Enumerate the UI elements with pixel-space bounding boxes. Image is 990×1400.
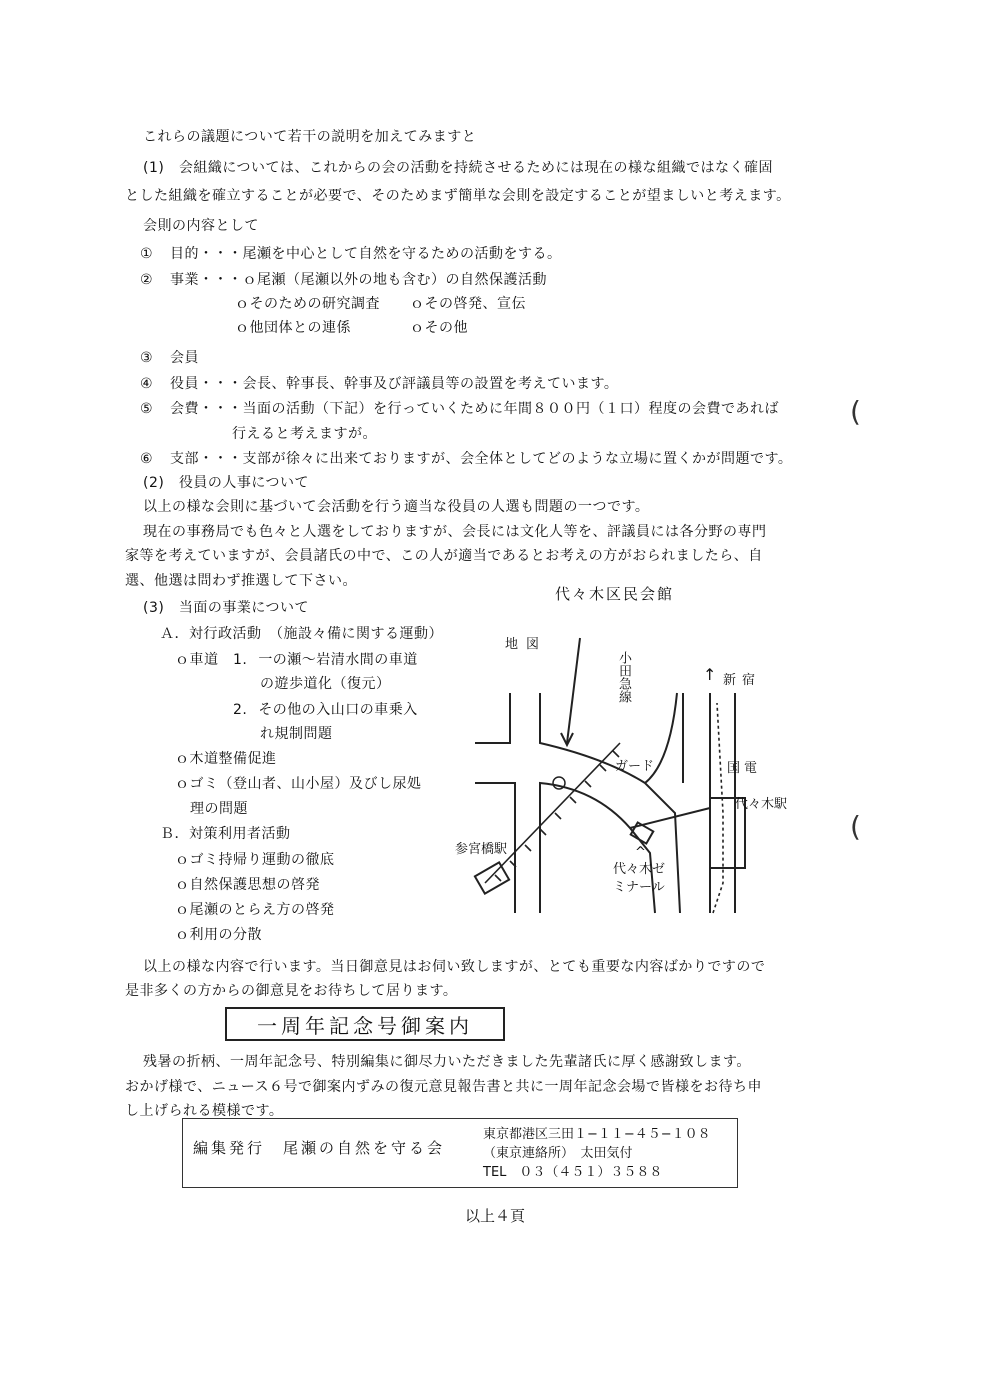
- notice-line-3: し上げられる模様です。: [125, 1103, 284, 1119]
- rule-2-item-c: ｏ他団体との連係: [235, 320, 351, 336]
- kokuden-line: [713, 703, 723, 913]
- section-a-item-2-label: 2.: [233, 702, 248, 718]
- yoyogi-station-label: 代々木駅: [735, 797, 788, 812]
- map-title: 代々木区民会館: [555, 585, 675, 603]
- rule-2: [140, 270, 547, 290]
- section-a-item-1-label: ｏ車道 1.: [175, 652, 248, 668]
- section-b-item-2: ｏ自然保護思想の啓発: [175, 877, 320, 893]
- notice-title: 一周年記念号御案内: [257, 1013, 473, 1038]
- paragraph-2-line-4: 選、他選は問わず推選して下さい。: [125, 573, 357, 589]
- rule-3-number: ③: [140, 350, 154, 366]
- rule-2-text: 事業・・・ｏ尾瀬（尾瀬以外の地も含む）の自然保護活動: [170, 272, 547, 288]
- kokuden-label: 国電: [727, 761, 762, 776]
- section-a-item-2-continued: れ規制問題: [260, 726, 333, 742]
- paragraph-2-line-1: 以上の様な会則に基づいて会活動を行う適当な役員の人選も問題の一つです。: [143, 499, 650, 515]
- publisher-name: 編集発行 尾瀬の自然を守る会: [193, 1139, 446, 1157]
- paragraph-2-line-2: 現在の事務局でも色々と人選をしておりますが、会長には文化人等を、評議員には各分野の専門: [143, 524, 767, 540]
- guard-label: ガード: [615, 759, 655, 774]
- paragraph-1-line-2: とした組織を確立することが必要で、そのためまず簡単な会則を設定することが望ましいと考えます。: [125, 188, 791, 204]
- sangubashi-station-building: [475, 862, 509, 893]
- section-a-item-2: [233, 700, 418, 720]
- closing-line-1: 以上の様な内容で行います。当日御意見はお伺い致しますが、とても重要な内容ばかりですので: [143, 959, 766, 975]
- road-west-upper: [475, 693, 510, 743]
- rule-3: [140, 348, 199, 368]
- section-a-item-1-continued: の遊歩道化（復元）: [260, 676, 391, 692]
- publisher-office: （東京連絡所） 太田気付: [483, 1146, 633, 1161]
- rule-5: [140, 399, 779, 419]
- scan-mark-upper: (: [850, 395, 861, 428]
- publisher-contact: [483, 1125, 711, 1182]
- rule-2-item-d: ｏその他: [410, 320, 468, 336]
- seminar-label: 代々木ゼミナール: [613, 862, 666, 895]
- section-b-item-1: ｏゴミ持帰り運動の徹底: [175, 852, 335, 868]
- section-a-item-3: ｏ木道整備促進: [175, 751, 277, 767]
- hall-marker: [553, 777, 565, 789]
- section-b-heading: Ｂ．対策利用者活動: [160, 826, 291, 842]
- notice-line-1: 残暑の折柄、一周年記念号、特別編集に御尽力いただきました先輩諸氏に厚く感謝致します。: [143, 1054, 751, 1070]
- odakyu-line: [485, 743, 620, 883]
- rule-4-number: ④: [140, 376, 154, 392]
- rule-1-number: ①: [140, 246, 154, 262]
- paragraph-2-line-3: 家等を考えていますが、会員諸氏の中で、この人が適当であるとお考えの方がおられましたら、自: [125, 548, 763, 564]
- rule-6-number: ⑥: [140, 451, 154, 467]
- rule-6-text: 支部・・・支部が徐々に出来ておりますが、会全体としてどのような立場に置くかが問題です。: [170, 451, 793, 467]
- rules-heading: 会則の内容として: [143, 218, 259, 234]
- publisher-phone: TEL ０３（４５１）３５８８: [483, 1165, 663, 1180]
- publisher-box: [182, 1118, 738, 1188]
- seminar-arrow: ^: [635, 845, 646, 860]
- page-number: 以上４頁: [464, 1207, 525, 1225]
- map-pointer-arrow: [567, 638, 580, 743]
- closing-line-2: 是非多くの方からの御意見をお待ちして居ります。: [125, 983, 458, 999]
- rule-5-number: ⑤: [140, 401, 154, 417]
- sangubashi-label: 参宮橋駅: [455, 842, 508, 857]
- odakyu-line-ties: [495, 751, 619, 881]
- section-a-item-4: ｏゴミ（登山者、山小屋）及びし尿処: [175, 776, 422, 792]
- rule-1-text: 目的・・・尾瀬を中心として自然を守るための活動をする。: [170, 246, 562, 262]
- section-b-item-4: ｏ利用の分散: [175, 927, 262, 943]
- rule-5-text: 会費・・・当面の活動（下記）を行っていくために年間８００円（１口）程度の会費であれば: [170, 401, 779, 417]
- map-label: 地図: [505, 637, 548, 652]
- rule-2-item-b: ｏその啓発、宣伝: [410, 296, 526, 312]
- rule-2-number: ②: [140, 272, 154, 288]
- section-b-item-3: ｏ尾瀬のとらえ方の啓発: [175, 902, 335, 918]
- north-arrow: ↑: [703, 665, 717, 684]
- notice-title-box: [225, 1007, 505, 1041]
- rule-4: [140, 374, 618, 394]
- section-a-item-1: [175, 650, 418, 670]
- intro-line: これらの議題について若干の説明を加えてみますと: [143, 129, 477, 145]
- section-a-item-1-text: 一の瀬〜岩清水間の車道: [258, 652, 418, 668]
- shinjuku-label: 新宿: [723, 673, 762, 688]
- location-map: [455, 583, 795, 928]
- paragraph-2-heading: (2) 役員の人事について: [143, 475, 310, 491]
- rule-1: [140, 244, 562, 264]
- rule-5-continued: 行えると考えますが。: [232, 426, 377, 442]
- section-a-item-2-text: その他の入山口の車乗入: [258, 702, 418, 718]
- publisher-address: 東京都港区三田１−１１−４５−１０８: [483, 1127, 711, 1142]
- scan-mark-lower: (: [850, 810, 861, 843]
- rule-2-item-a: ｏそのための研究調査: [235, 296, 380, 312]
- rule-4-text: 役員・・・会長、幹事長、幹事及び評議員等の設置を考えています。: [170, 376, 619, 392]
- section-a-heading: Ａ．対行政活動 （施設々備に関する運動）: [160, 626, 443, 642]
- paragraph-1-line-1: (1) 会組織については、これからの会の活動を持続させるためには現在の様な組織ではなく確固: [143, 160, 774, 176]
- rule-6: [140, 449, 792, 469]
- section-a-item-4-continued: 理の問題: [190, 801, 248, 817]
- notice-line-2: おかげ様で、ニュース６号で御案内ずみの復元意見報告書と共に一周年記念会場で皆様をお待ち申: [125, 1079, 763, 1095]
- paragraph-3-heading: (3) 当面の事業について: [143, 600, 310, 616]
- rule-3-text: 会員: [170, 350, 199, 366]
- odakyu-line-label: 小田急線: [616, 651, 631, 703]
